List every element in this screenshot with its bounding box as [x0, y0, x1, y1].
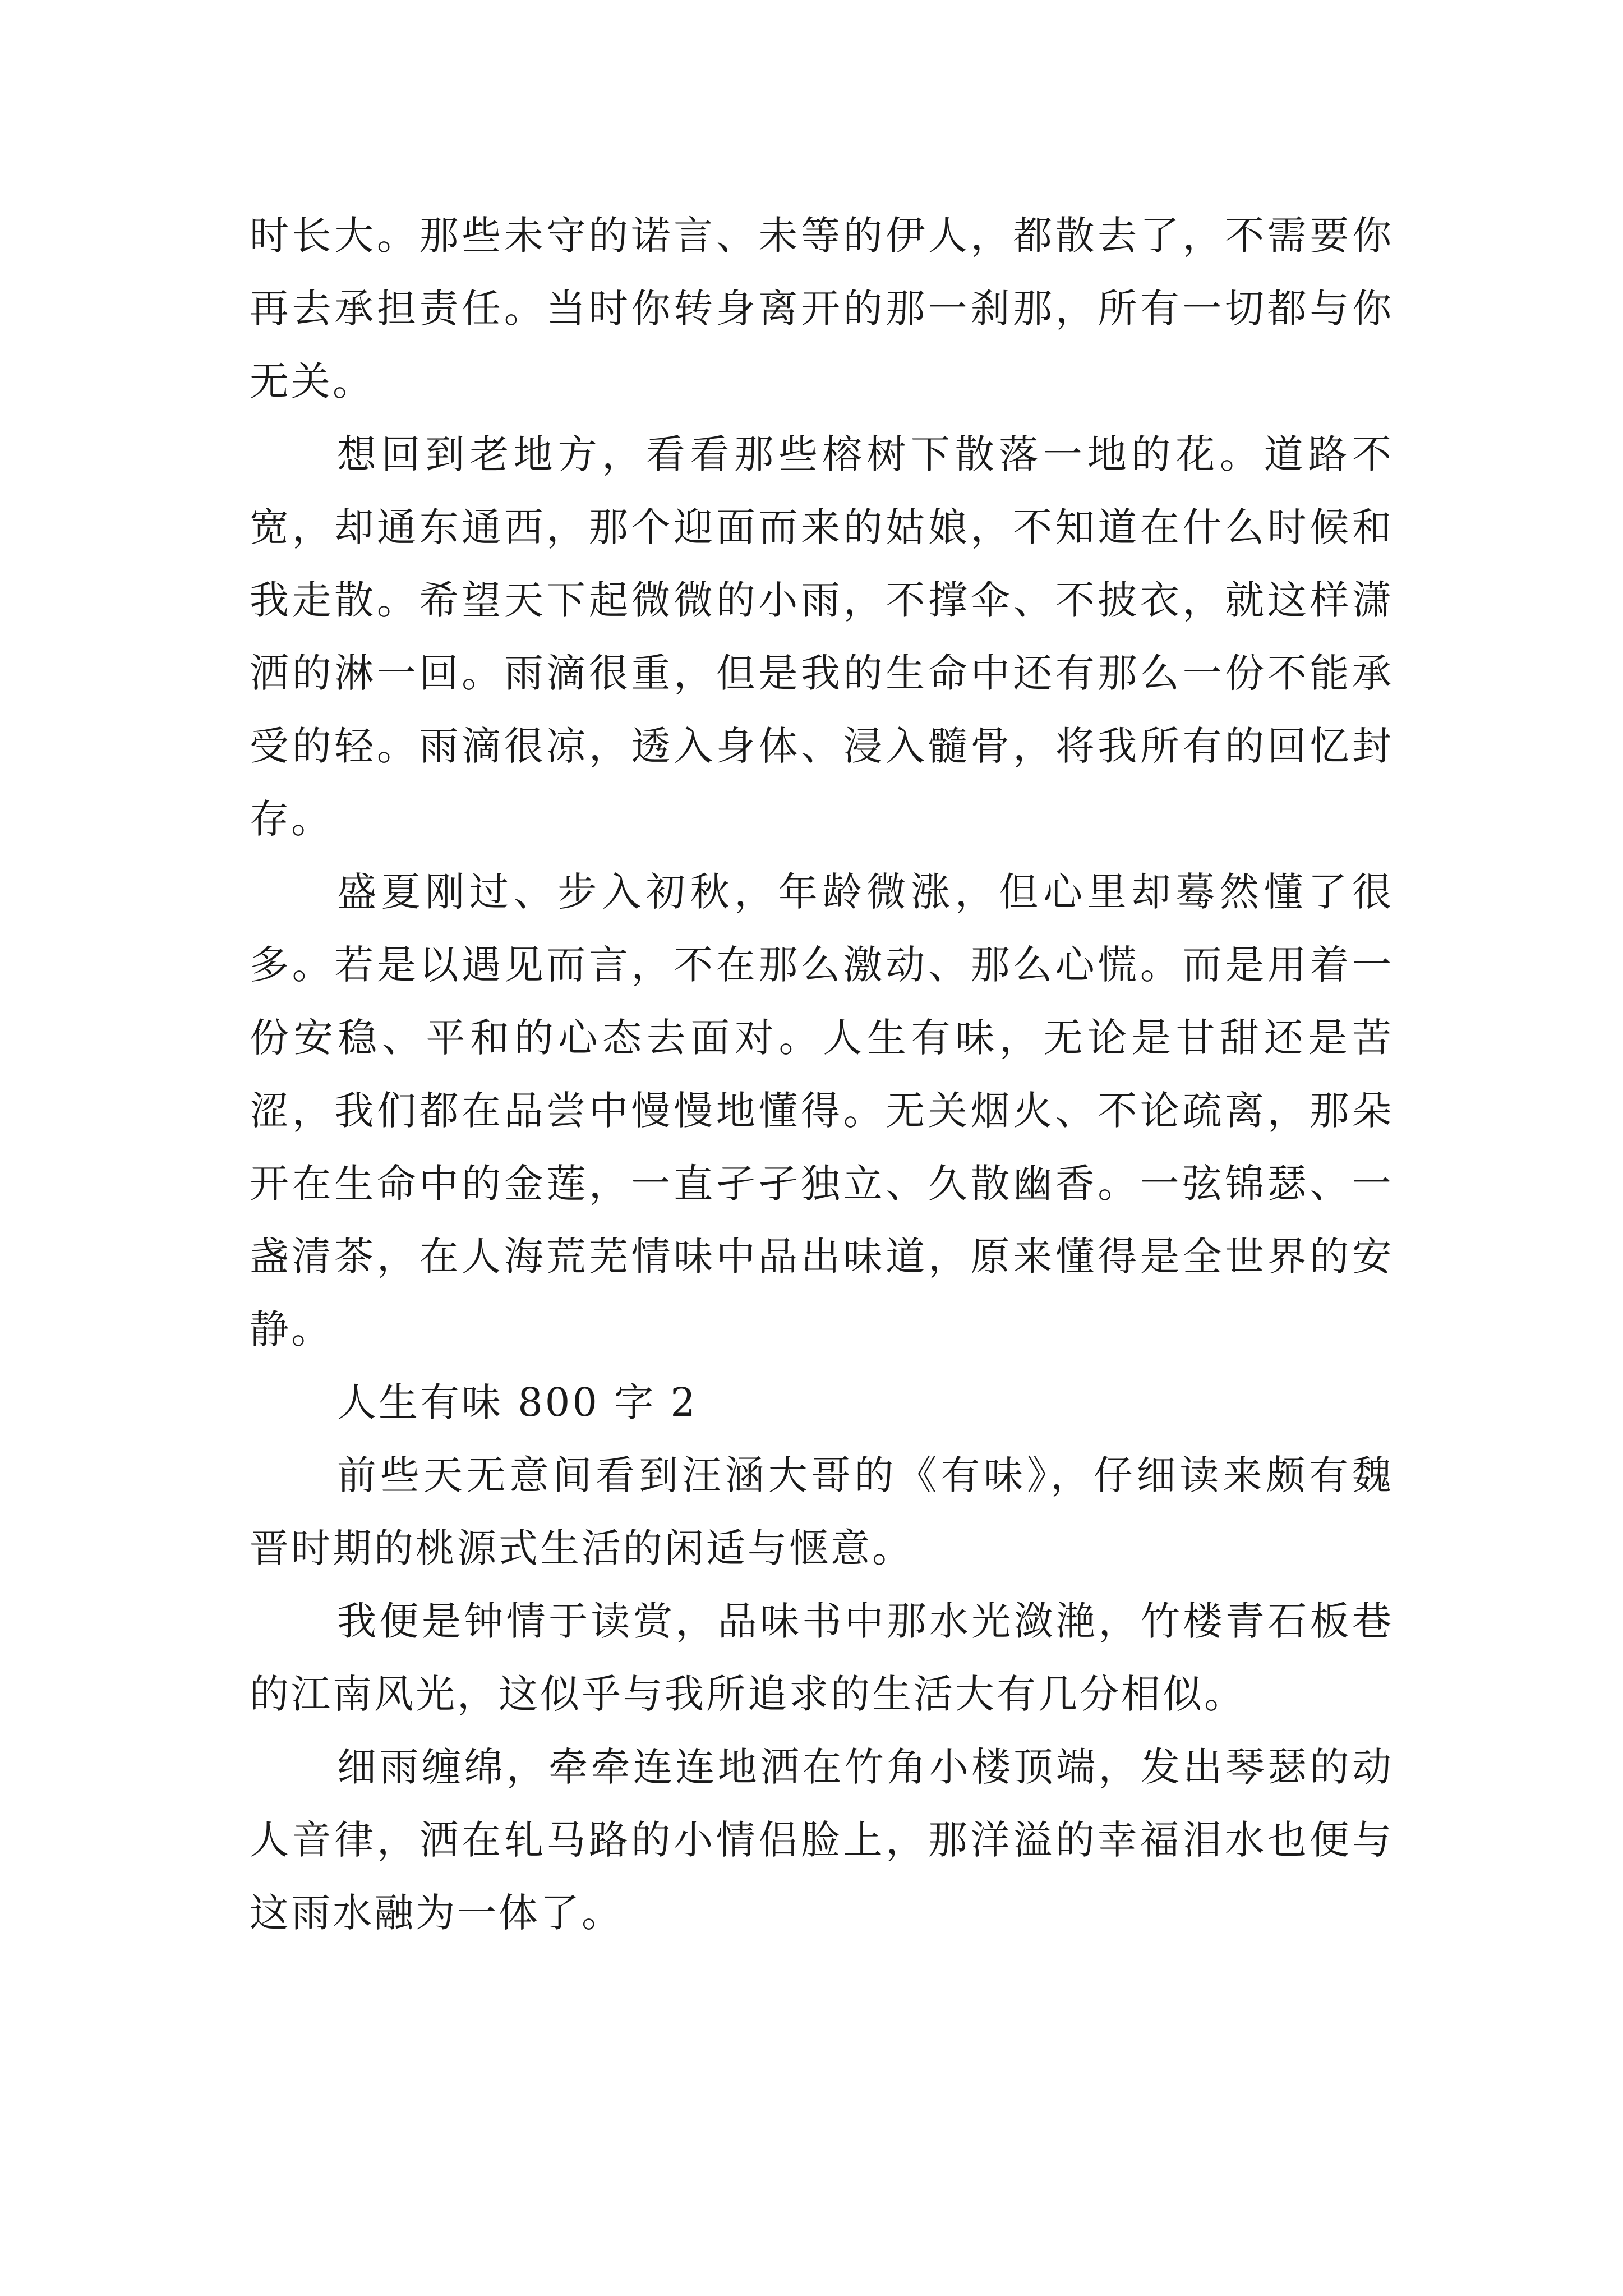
paragraph-5: 我便是钟情于读赏，品味书中那水光潋滟，竹楼青石板巷的江南风光，这似乎与我所追求的生活大有几分相似。	[250, 1598, 1394, 1717]
paragraph-2: 想回到老地方，看看那些榕树下散落一地的花。道路不宽，却通东通西，那个迎面而来的姑娘，不知道在什么时候和我走散。希望天下起微微的小雨，不撑伞、不披衣，就这样潇洒的淋一回。雨滴很重，但是我的生命中还有那么一份不能承受的轻。雨滴很凉，透入身体、浸入髓骨，将我所有的回忆封存。	[250, 431, 1394, 842]
paragraph-6: 细雨缠绵，牵牵连连地洒在竹角小楼顶端，发出琴瑟的动人音律，洒在轧马路的小情侣脸上，那洋溢的幸福泪水也便与这雨水融为一体了。	[250, 1744, 1394, 1936]
section-heading: 人生有味 800 字 2	[337, 1379, 698, 1425]
paragraph-4: 前些天无意间看到汪涵大哥的《有味》，仔细读来颇有魏晋时期的桃源式生活的闲适与惬意。	[250, 1452, 1394, 1571]
document-body	[250, 199, 1394, 1949]
paragraph-1: 时长大。那些未守的诺言、未等的伊人，都散去了，不需要你再去承担责任。当时你转身离开的那一刹那，所有一切都与你无关。	[250, 213, 1394, 404]
paragraph-3: 盛夏刚过、步入初秋，年龄微涨，但心里却蓦然懂了很多。若是以遇见而言，不在那么激动、那么心慌。而是用着一份安稳、平和的心态去面对。人生有味，无论是甘甜还是苦涩，我们都在品尝中慢慢地懂得。无关烟火、不论疏离，那朵开在生命中的金莲，一直孑孑独立、久散幽香。一弦锦瑟、一盏清茶，在人海荒芜情味中品出味道，原来懂得是全世界的安静。	[250, 869, 1394, 1352]
